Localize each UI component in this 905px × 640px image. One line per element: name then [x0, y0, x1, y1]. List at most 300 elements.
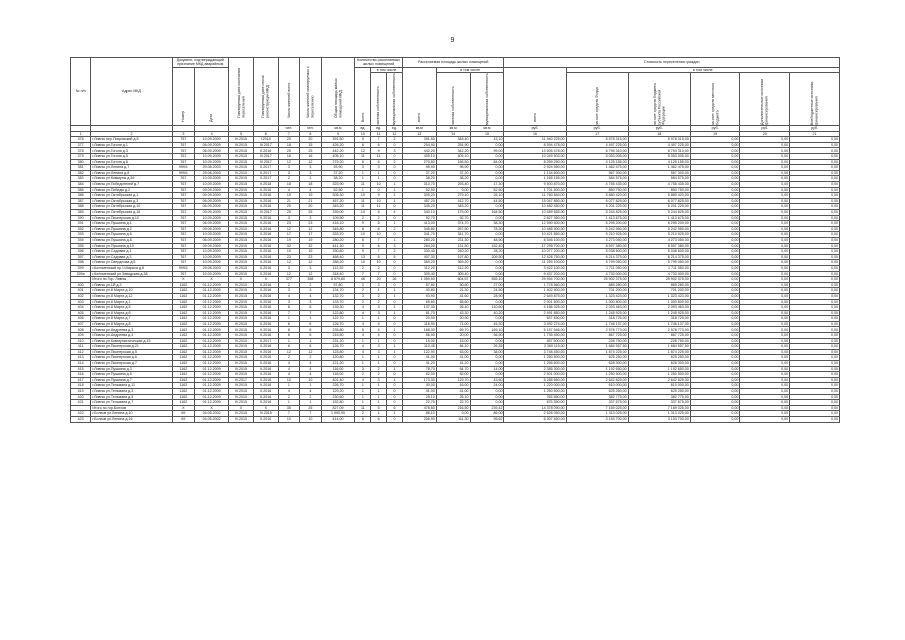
table-cell: 1 323 423,00	[566, 293, 628, 299]
table-cell: IV.2015	[229, 226, 254, 232]
table-cell: 3	[371, 349, 387, 355]
table-cell: 305,20	[402, 193, 436, 199]
table-cell: 399	[71, 265, 91, 271]
table-cell: II.2016	[253, 193, 278, 199]
table-cell: 0,00	[690, 366, 740, 372]
table-cell: 0,00	[690, 282, 740, 288]
table-cell: 4	[278, 293, 299, 299]
resettlement-table	[70, 57, 840, 423]
col-area-municipal: муниципальная собственность	[470, 73, 504, 126]
table-cell: 1 250 500,00	[628, 372, 690, 378]
table-cell: 0,00	[690, 170, 740, 176]
table-cell: 5 242 950,00	[566, 226, 628, 232]
column-index-cell: 13	[402, 131, 436, 137]
table-cell: 1	[387, 411, 403, 417]
table-cell: 0,00	[690, 349, 740, 355]
table-cell: г.Ливны ул.8 Марта д.8	[91, 321, 172, 327]
table-cell: 10	[300, 416, 321, 422]
table-cell: г.Ливны ул.Свердлова д.5	[91, 260, 172, 266]
table-cell: 152,80	[321, 400, 355, 406]
table-cell: 4	[300, 293, 321, 299]
table-cell: 239,42	[470, 405, 504, 411]
table-cell: 767	[172, 148, 195, 154]
table-cell: 2	[371, 215, 387, 221]
table-cell: 4	[300, 372, 321, 378]
table-cell: 2	[300, 282, 321, 288]
table-cell: 25	[300, 210, 321, 216]
table-cell: 2	[300, 394, 321, 400]
table-cell: 417	[71, 377, 91, 383]
table-cell: 0,00	[790, 210, 840, 216]
table-cell: 1	[300, 383, 321, 389]
table-cell: 1	[278, 316, 299, 322]
table-cell: II.2016	[253, 198, 278, 204]
table-cell: 10 049 503,00	[504, 154, 566, 160]
table-cell: II.2016	[253, 249, 278, 255]
table-cell: 64,70	[436, 366, 470, 372]
table-cell: 2 827 350,00	[504, 215, 566, 221]
table-cell: 0,00	[470, 394, 504, 400]
table-cell: 118,00	[321, 372, 355, 378]
table-cell: 29.08.2003	[195, 165, 229, 171]
table-cell: II.2016	[253, 321, 278, 327]
table-cell: 386	[71, 193, 91, 199]
table-cell: 1162	[172, 333, 195, 339]
table-cell: 228 750,00	[628, 338, 690, 344]
table-cell: X	[229, 405, 254, 411]
table-cell: 0,00	[790, 383, 840, 389]
table-cell: 787	[172, 249, 195, 255]
table-cell: 0,00	[690, 327, 740, 333]
table-cell: 12	[300, 226, 321, 232]
table-cell: 2 649 875,00	[504, 293, 566, 299]
table-cell: 13	[355, 254, 371, 260]
table-cell: 1 462 475,00	[628, 165, 690, 171]
table-cell: II.2016	[253, 221, 278, 227]
table-cell: 0,00	[740, 221, 790, 227]
table-cell: I.2019	[253, 137, 278, 143]
table-cell: 396	[71, 249, 91, 255]
table-cell: 24,50	[470, 288, 504, 294]
table-cell: 787	[172, 193, 195, 199]
table-cell: г.Ливны ул.Тельмана д.3	[91, 389, 172, 395]
table-cell: 1 256 600,00	[504, 361, 566, 367]
table-cell: 2 093 463,00	[628, 305, 690, 311]
table-cell: 10 489 655,00	[504, 210, 566, 216]
table-cell: 8 546 100,00	[504, 237, 566, 243]
table-cell: 0	[387, 204, 403, 210]
table-cell: 01.12.2009	[195, 333, 229, 339]
table-cell: 20,90	[436, 316, 470, 322]
table-cell: 12	[278, 349, 299, 355]
table-cell: г.Ливны ул.Пионерская д.21	[91, 344, 172, 350]
table-cell: 0,00	[690, 411, 740, 417]
unit-cell: ед.	[355, 126, 371, 132]
table-cell: 767	[172, 237, 195, 243]
table-cell: 389	[71, 210, 91, 216]
table-cell: 15	[300, 142, 321, 148]
table-cell: 0	[387, 265, 403, 271]
table-cell: 21	[300, 198, 321, 204]
table-cell: 0,00	[436, 411, 470, 417]
table-cell: II.2016	[253, 361, 278, 367]
table-cell: 25	[300, 148, 321, 154]
table-cell: 0,00	[690, 338, 740, 344]
table-cell: г.Ливны ул.Пушкина д.6	[91, 232, 172, 238]
table-cell: 4	[387, 210, 403, 216]
col-planned-demolish: Планируемая дата сноса/ реконструкции МКД	[253, 58, 278, 126]
table-cell: IV.2015	[229, 182, 254, 188]
table-cell: 3	[355, 293, 371, 299]
table-cell: 404	[71, 305, 91, 311]
table-cell: 0,00	[740, 344, 790, 350]
table-cell: 377	[278, 277, 299, 283]
column-index-cell: 1	[71, 131, 91, 137]
col-rooms-in-which: в том числе	[371, 67, 403, 73]
table-cell: 10 485 900,00	[504, 226, 566, 232]
table-cell: г.Ливны ул.8 Марта д.6	[91, 310, 172, 316]
table-cell: II.2016	[253, 237, 278, 243]
table-cell: 20	[300, 204, 321, 210]
table-cell: 43,30	[436, 310, 470, 316]
table-cell: 333,70	[321, 232, 355, 238]
table-cell: 1162	[172, 366, 195, 372]
table-cell: 11	[371, 204, 387, 210]
table-cell: 3	[300, 215, 321, 221]
column-index-cell: 5	[229, 131, 254, 137]
table-cell: II.2016	[253, 260, 278, 266]
table-cell: 41,20	[402, 361, 436, 367]
table-cell: 43,60	[470, 377, 504, 383]
table-cell: X	[229, 277, 254, 283]
table-cell: 8 597 380,00	[566, 243, 628, 249]
table-cell: г.Ливны ул.Победы д.2	[91, 187, 172, 193]
table-cell: 341,70	[436, 232, 470, 238]
table-cell: 391,50	[321, 137, 355, 143]
table-cell: 999/1	[172, 165, 195, 171]
table-cell: II.2016	[253, 344, 278, 350]
table-cell: 1 735 450,00	[504, 333, 566, 339]
table-cell: г.Ливны ул.Пионерская д.6	[91, 355, 172, 361]
table-cell: 889 280,00	[628, 282, 690, 288]
table-cell: 767	[172, 176, 195, 182]
table-cell: II.2016	[253, 187, 278, 193]
table-cell: 3	[300, 165, 321, 171]
table-cell: 6	[300, 321, 321, 327]
table-cell: 4	[278, 389, 299, 395]
table-cell: 06.09.2009	[195, 221, 229, 227]
table-cell: 767	[172, 221, 195, 227]
table-cell: 8	[355, 226, 371, 232]
table-cell: 4 186 325,00	[504, 305, 566, 311]
table-cell: 419	[71, 389, 91, 395]
table-cell: 2	[355, 411, 371, 417]
table-cell: 330,80	[321, 249, 355, 255]
table-cell: 4	[371, 327, 387, 333]
table-cell: 1	[371, 361, 387, 367]
table-cell: IV.2015	[229, 394, 254, 400]
table-cell: 2	[387, 249, 403, 255]
table-cell: 411	[71, 344, 91, 350]
table-cell: 0,00	[690, 389, 740, 395]
table-cell: 16	[300, 154, 321, 160]
table-cell: 0,00	[790, 176, 840, 182]
table-cell: 1	[355, 338, 371, 344]
table-cell: 226,70	[321, 383, 355, 389]
table-cell: 0,00	[740, 254, 790, 260]
table-cell: 318,40	[321, 271, 355, 277]
table-cell: 4	[355, 333, 371, 339]
table-cell: 69,70	[436, 327, 470, 333]
table-cell: 0,00	[740, 310, 790, 316]
table-cell: 14,00	[470, 366, 504, 372]
table-cell: IV.2015	[229, 187, 254, 193]
table-cell: 0,00	[790, 394, 840, 400]
table-cell: 3	[278, 170, 299, 176]
table-cell: 52,50	[402, 187, 436, 193]
table-cell: 28,90	[470, 293, 504, 299]
table-cell: 625 250,00	[628, 389, 690, 395]
table-cell: II.2016	[253, 355, 278, 361]
table-cell: 0,00	[790, 165, 840, 171]
table-cell: 173,30	[402, 377, 436, 383]
table-cell: 57,80	[321, 282, 355, 288]
table-cell: 0,00	[790, 310, 840, 316]
table-cell: 6	[300, 333, 321, 339]
unit-cell: руб.	[628, 126, 690, 132]
table-cell: 23	[278, 221, 299, 227]
table-cell: 342,20	[436, 148, 470, 154]
table-cell: 41,60	[436, 293, 470, 299]
table-cell: 377	[71, 142, 91, 148]
table-cell: 123,80	[321, 349, 355, 355]
table-cell: 1162	[172, 372, 195, 378]
table-cell: 6 307 450,00	[504, 416, 566, 422]
table-cell: IV.2015	[229, 165, 254, 171]
table-cell: 10.09.2009	[195, 176, 229, 182]
table-cell: 01.12.2009	[195, 372, 229, 378]
table-cell: 1162	[172, 282, 195, 288]
table-cell: 25	[300, 405, 321, 411]
table-cell: II.2016	[253, 349, 278, 355]
table-cell: г.Ливны ул.Садовая д.1	[91, 249, 172, 255]
table-cell: 01.12.2009	[195, 321, 229, 327]
table-cell: 767	[172, 198, 195, 204]
table-cell: 110,60	[470, 305, 504, 311]
table-cell: 46	[355, 277, 371, 283]
table-cell: 20	[300, 137, 321, 143]
table-cell: г.Ливны ул.Октябрьская д.1	[91, 193, 172, 199]
table-cell: 1 250 500,00	[504, 355, 566, 361]
table-cell: 09.09.2009	[195, 243, 229, 249]
table-cell: 279,20	[321, 159, 355, 165]
table-cell: 407,30	[402, 254, 436, 260]
table-cell: 2	[278, 394, 299, 400]
table-cell: 0,00	[790, 254, 840, 260]
table-cell: 0,00	[690, 361, 740, 367]
table-cell: 69	[172, 411, 195, 417]
table-cell: 9 437 200,00	[504, 271, 566, 277]
table-cell: 757	[172, 137, 195, 143]
table-cell: 0	[387, 170, 403, 176]
table-cell: 6	[371, 210, 387, 216]
col-doc-group: Документ, подтверждающий признание МКД аварийным	[172, 58, 228, 68]
table-cell: IV.2015	[229, 170, 254, 176]
table-cell: IV.2017	[229, 377, 254, 383]
table-cell: 0,00	[740, 411, 790, 417]
table-cell: 0,00	[790, 154, 840, 160]
table-cell: г.Ливны ул.Тельмана д.5	[91, 394, 172, 400]
table-cell: II.2016	[253, 232, 278, 238]
table-cell: 18	[278, 182, 299, 188]
table-cell: 767	[172, 271, 195, 277]
table-cell: 06.09.2009	[195, 142, 229, 148]
table-cell: 675 350,00	[504, 400, 566, 406]
table-cell: г.Ливны ул.Гоголя д.3	[91, 148, 172, 154]
table-cell: 701 200,00	[566, 288, 628, 294]
table-cell: IV.2015	[229, 366, 254, 372]
table-cell: 254,90	[436, 142, 470, 148]
table-cell: 7	[278, 310, 299, 316]
table-cell: 29 994 700,00	[504, 277, 566, 283]
table-cell: 3	[278, 215, 299, 221]
table-cell: 3	[300, 288, 321, 294]
table-cell: 11 760 840,00	[504, 193, 566, 199]
table-cell: 4	[371, 333, 387, 339]
table-cell: 04.05.2002	[195, 411, 229, 417]
table-cell: 391,50	[402, 137, 436, 143]
table-cell: 19	[300, 237, 321, 243]
column-index-cell: 10	[355, 131, 371, 137]
table-cell: 2 578 773,00	[628, 327, 690, 333]
table-cell: 0,00	[690, 293, 740, 299]
table-cell: 01.12.2009	[195, 394, 229, 400]
table-cell: 0,00	[740, 338, 790, 344]
table-cell: 1162	[172, 305, 195, 311]
table-cell: 2	[387, 159, 403, 165]
table-cell: 0,00	[690, 310, 740, 316]
table-cell: IV.2015	[229, 260, 254, 266]
table-cell: 0,00	[740, 142, 790, 148]
table-cell: 767	[172, 260, 195, 266]
table-cell: 0,00	[470, 204, 504, 210]
table-cell: 0,00	[690, 193, 740, 199]
table-cell: 1 746 137,00	[628, 321, 690, 327]
table-cell: 10.09.2009	[195, 154, 229, 160]
table-cell: 0,00	[790, 232, 840, 238]
table-cell: 0,00	[690, 198, 740, 204]
table-cell: 6	[278, 344, 299, 350]
table-cell: 309,40	[402, 271, 436, 277]
table-cell: 0,00	[740, 137, 790, 143]
table-cell: 0,00	[790, 243, 840, 249]
table-cell: 09.09.2009	[195, 210, 229, 216]
table-cell: 8 597 380,00	[628, 243, 690, 249]
table-cell: 93,90	[402, 293, 436, 299]
unit-cell: руб.	[566, 126, 628, 132]
table-cell: II.2016	[253, 416, 278, 422]
table-cell: 0,00	[790, 148, 840, 154]
table-cell: 0,00	[740, 265, 790, 271]
table-cell: 206,90	[402, 416, 436, 422]
table-cell: 4 755 435,00	[628, 182, 690, 188]
table-cell: 3 153 700,00	[566, 416, 628, 422]
table-cell: 0,00	[790, 372, 840, 378]
table-cell: 25 902 375,00	[566, 277, 628, 283]
table-row	[71, 416, 840, 422]
table-cell: 06.09.2009	[195, 198, 229, 204]
table-cell: 1 462 475,00	[566, 165, 628, 171]
table-cell: г.Ливны ул.Октябрьская д.3	[91, 198, 172, 204]
table-cell: 412	[71, 349, 91, 355]
table-cell: 0	[387, 154, 403, 160]
table-cell: 0,00	[470, 389, 504, 395]
table-cell: 422	[71, 411, 91, 417]
table-cell: 0,00	[790, 316, 840, 322]
table-cell: 0,00	[740, 204, 790, 210]
table-cell: 6	[278, 333, 299, 339]
table-cell: 2 642 825,00	[566, 377, 628, 383]
table-cell: 0,00	[690, 137, 740, 143]
table-cell: 376	[71, 137, 91, 143]
table-cell: 12	[278, 159, 299, 165]
table-cell: II.2016	[253, 204, 278, 210]
table-cell: 132,70	[321, 293, 355, 299]
table-cell: 8 259 250,00	[504, 159, 566, 165]
table-cell: 2	[355, 288, 371, 294]
table-cell: IV.2015	[229, 321, 254, 327]
table-cell: II.2016	[253, 215, 278, 221]
table-cell: 395	[71, 243, 91, 249]
table-cell: 0,00	[740, 176, 790, 182]
table-cell: г.Ливны ул.Тельмана д.7	[91, 400, 172, 406]
table-cell: г.Ливны пер.Покровский д.5	[91, 137, 172, 143]
table-cell: 215,50	[321, 333, 355, 339]
table-cell: 401	[71, 288, 91, 294]
table-cell: 11 259 100,00	[504, 260, 566, 266]
table-cell: 10	[355, 232, 371, 238]
table-cell: 1	[387, 293, 403, 299]
table-cell: 06.09.2009	[195, 237, 229, 243]
table-cell: 12	[300, 271, 321, 277]
table-cell: 1 220 000,00	[504, 383, 566, 389]
table-cell: II.2016	[253, 372, 278, 378]
table-cell: 1162	[172, 400, 195, 406]
table-cell: г.Ливны ул.Ленина д.8	[91, 170, 172, 176]
table-cell: 0,00	[790, 405, 840, 411]
table-cell: 0,00	[690, 377, 740, 383]
table-cell: 3	[300, 170, 321, 176]
table-cell: г.Ливны ул.Пионерская д.10	[91, 215, 172, 221]
table-cell: IV.2015	[229, 215, 254, 221]
table-cell: 0	[387, 299, 403, 305]
table-cell: 318 725,00	[566, 316, 628, 322]
table-cell: 0,00	[740, 159, 790, 165]
table-cell: 345,20	[321, 204, 355, 210]
table-cell: 81,70	[402, 310, 436, 316]
table-cell: 6 295 200,00	[566, 221, 628, 227]
column-index-cell: 9	[321, 131, 355, 137]
table-cell: 4 497 225,00	[628, 142, 690, 148]
column-index-cell: 8	[300, 131, 321, 137]
table-cell: 1	[387, 182, 403, 188]
table-cell: 41,00	[436, 389, 470, 395]
table-cell: 21	[278, 198, 299, 204]
table-cell: 10.09.2009	[195, 137, 229, 143]
table-cell: 0,00	[470, 338, 504, 344]
table-cell: 8	[355, 159, 371, 165]
col-fund: за счет средств Фонда	[566, 73, 628, 126]
